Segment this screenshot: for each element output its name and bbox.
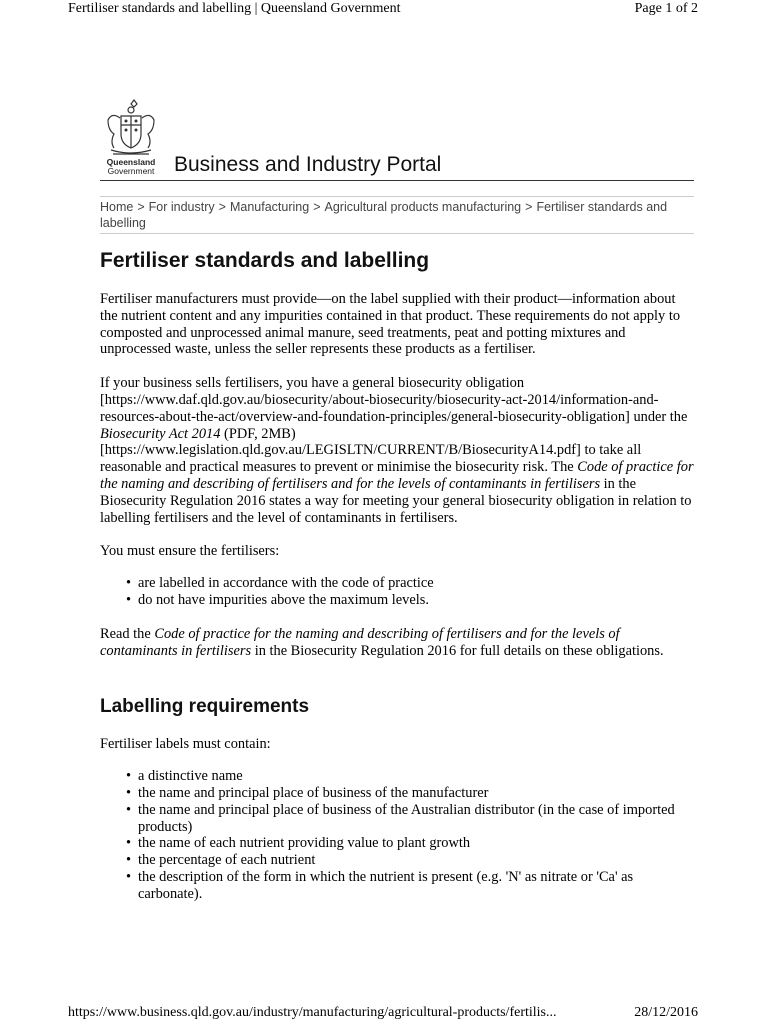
breadcrumb-separator: > <box>313 200 321 214</box>
labels-intro: Fertiliser labels must contain: <box>100 736 271 753</box>
logo-sub: Government <box>107 166 155 176</box>
queensland-government-logo[interactable] <box>100 98 162 180</box>
read-text-b: in the Biosecurity Regulation 2016 for full details on these obligations. <box>251 642 664 659</box>
ensure-list <box>100 575 694 609</box>
list-item: • the name of each nutrient providing value to plant growth <box>100 835 694 852</box>
portal-header <box>100 95 694 181</box>
read-text-a: Read the <box>100 625 155 642</box>
breadcrumb <box>100 196 694 234</box>
print-footer-url: https://www.business.qld.gov.au/industry/manufacturing/agricultural-products/fertilis... <box>68 1005 557 1020</box>
breadcrumb-agricultural-products[interactable]: Agricultural products manufacturing <box>324 200 522 214</box>
breadcrumb-separator: > <box>137 200 145 214</box>
breadcrumb-manufacturing[interactable]: Manufacturing <box>229 200 310 214</box>
print-page-number: Page 1 of 2 <box>634 1 698 16</box>
section-heading-labelling: Labelling requirements <box>100 696 310 718</box>
biosecurity-text-a: If your business sells fertilisers, you have a general biosecurity obligation [https://www.daf.qld.gov.au/biosecurity/about-biosecurity/biosecurity-act-2014/information-and-resources-about-the-act/overview-and-foundation-principles/general-biosecurity-obligation] under the <box>100 375 688 425</box>
code-of-practice-title[interactable]: Code of practice for the naming and describing of fertilisers and for the levels of contaminants in fertilisers <box>100 625 620 659</box>
print-header-title: Fertiliser standards and labelling | Queensland Government <box>68 1 401 16</box>
intro-paragraph: Fertiliser manufacturers must provide—on the label supplied with their product—information about the nutrient content and any impurities contained in that product. These requirements do not apply to composted and unprocessed animal manure, seed treatments, peat and potting mixtures and unprocessed waste, unless the seller represents these products as a fertiliser. <box>100 291 681 358</box>
breadcrumb-current: Fertiliser standards and labelling <box>100 200 668 230</box>
breadcrumb-home[interactable]: Home <box>100 200 134 214</box>
breadcrumb-for-industry[interactable]: For industry <box>148 200 215 214</box>
biosecurity-text-b: (PDF, 2MB) [https://www.legislation.qld.gov.au/LEGISLTN/CURRENT/B/BiosecurityA14.pdf] to take all reasonable and practical measures to prevent or minimise the biosecurity risk. The <box>100 425 642 476</box>
page-title: Fertiliser standards and labelling <box>100 249 430 272</box>
page-content <box>100 95 694 903</box>
logo-name: Queensland <box>106 157 156 167</box>
biosecurity-text-c: in the Biosecurity Regulation 2016 states a way for meeting your general biosecurity obligation in relation to labelling fertilisers and the level of contaminants in fertilisers. <box>100 475 692 526</box>
biosecurity-act-title[interactable]: Biosecurity Act 2014 <box>100 425 221 442</box>
list-item: • are labelled in accordance with the code of practice <box>100 575 694 592</box>
list-item: • the percentage of each nutrient <box>100 852 694 869</box>
print-footer-date: 28/12/2016 <box>634 1005 698 1020</box>
read-code-paragraph <box>100 626 694 660</box>
breadcrumb-separator: > <box>525 200 533 214</box>
list-item: • do not have impurities above the maximum levels. <box>100 592 694 609</box>
portal-title[interactable]: Business and Industry Portal <box>174 153 442 176</box>
code-of-practice-title[interactable]: Code of practice for the naming and describing of fertilisers and for the levels of contaminants in fertilisers <box>100 459 694 492</box>
print-header <box>68 0 698 20</box>
coat-of-arms-icon <box>103 98 159 158</box>
breadcrumb-separator: > <box>218 200 226 214</box>
ensure-intro: You must ensure the fertilisers: <box>100 543 280 560</box>
list-item: • the description of the form in which the nutrient is present (e.g. 'N' as nitrate or 'Ca' as carbonate). <box>100 869 694 903</box>
list-item: • the name and principal place of business of the Australian distributor (in the case of imported products) <box>100 802 694 836</box>
label-requirements-list <box>100 768 694 902</box>
list-item: • a distinctive name <box>100 768 694 785</box>
logo-text <box>107 158 156 176</box>
list-item: • the name and principal place of business of the manufacturer <box>100 785 694 802</box>
print-footer <box>68 1004 698 1024</box>
biosecurity-paragraph <box>100 375 694 526</box>
